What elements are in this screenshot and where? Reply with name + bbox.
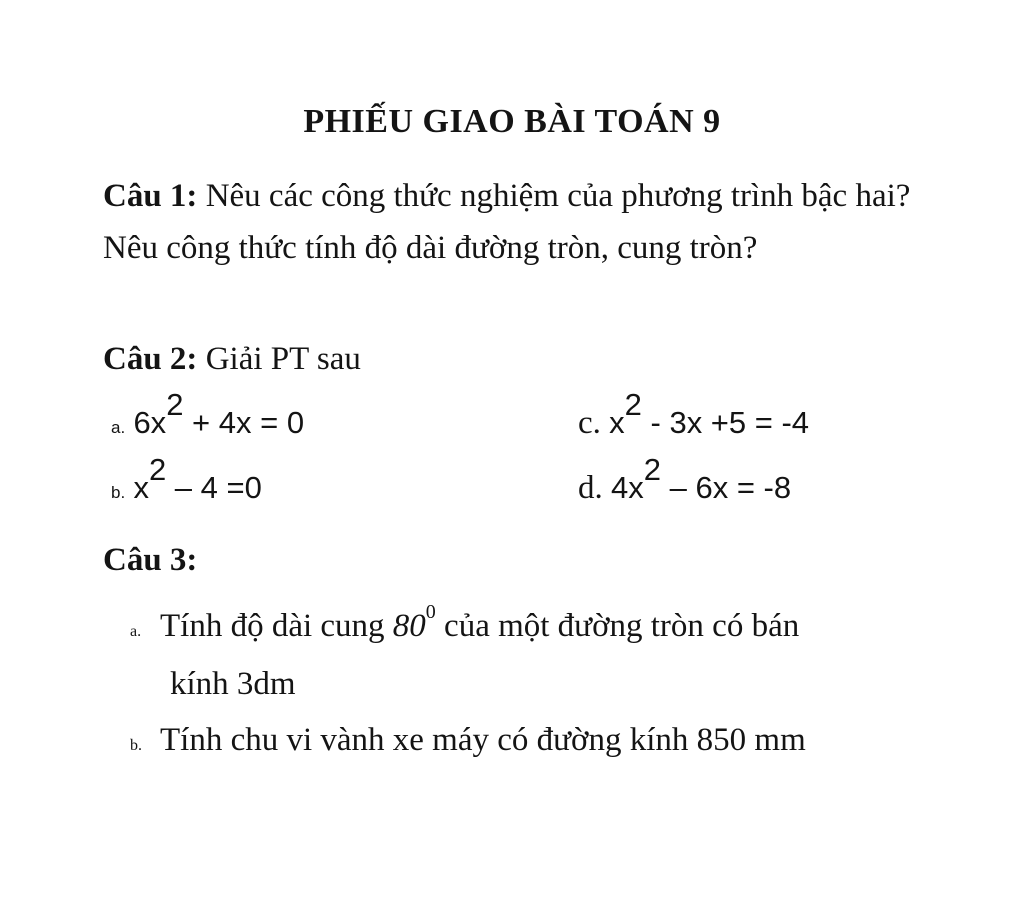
question-2-label: Câu 2: (103, 341, 198, 377)
equation-c-lhs: x (609, 405, 625, 440)
equation-a (111, 387, 305, 442)
equation-b-rhs: – 4 =0 (166, 470, 262, 505)
equation-a-marker: a. (111, 418, 126, 437)
equation-c-exponent: 2 (624, 387, 642, 422)
equation-d-exponent: 2 (643, 452, 661, 487)
item-a-text-end: của một đường tròn có bán (435, 608, 800, 644)
equation-a-exponent: 2 (166, 387, 184, 422)
question-1 (103, 170, 963, 274)
equation-c-rhs: - 3x +5 = -4 (641, 405, 810, 440)
item-a-text-start: Tính độ dài cung (160, 608, 393, 644)
question-3-item-b (130, 714, 960, 772)
equation-b-lhs: x (133, 470, 149, 505)
item-a-line-2: kính 3dm (170, 666, 296, 702)
equation-b-marker: b. (111, 483, 126, 502)
equation-a-lhs: 6x (133, 405, 167, 440)
item-a-marker: a. (130, 623, 142, 640)
equation-d-lhs: 4x (611, 470, 644, 505)
item-a-angle: 80 (392, 608, 426, 644)
equation-c-marker: c. (578, 405, 601, 441)
question-3-item-a (130, 600, 960, 710)
item-a-degree: 0 (425, 601, 436, 623)
equation-c (578, 387, 810, 442)
equation-b-exponent: 2 (148, 452, 167, 487)
question-3 (103, 534, 963, 586)
equation-d-rhs: – 6x = -8 (661, 470, 792, 505)
question-1-label: Câu 1: (103, 178, 198, 214)
question-2 (103, 333, 963, 385)
question-1-text: Nêu các công thức nghiệm của phương trình bậc hai? Nêu công thức tính độ dài đường tròn, cung tròn? (103, 178, 911, 266)
equation-d (578, 452, 792, 507)
equation-d-marker: d. (578, 470, 603, 506)
equation-b (111, 452, 262, 507)
question-2-text: Giải PT sau (205, 341, 361, 377)
question-3-label: Câu 3: (103, 542, 198, 578)
item-b-text: Tính chu vi vành xe máy có đường kính 850 mm (160, 722, 806, 758)
equation-a-rhs: + 4x = 0 (183, 405, 305, 440)
page-title: PHIẾU GIAO BÀI TOÁN 9 (303, 103, 721, 140)
item-b-marker: b. (130, 737, 142, 754)
